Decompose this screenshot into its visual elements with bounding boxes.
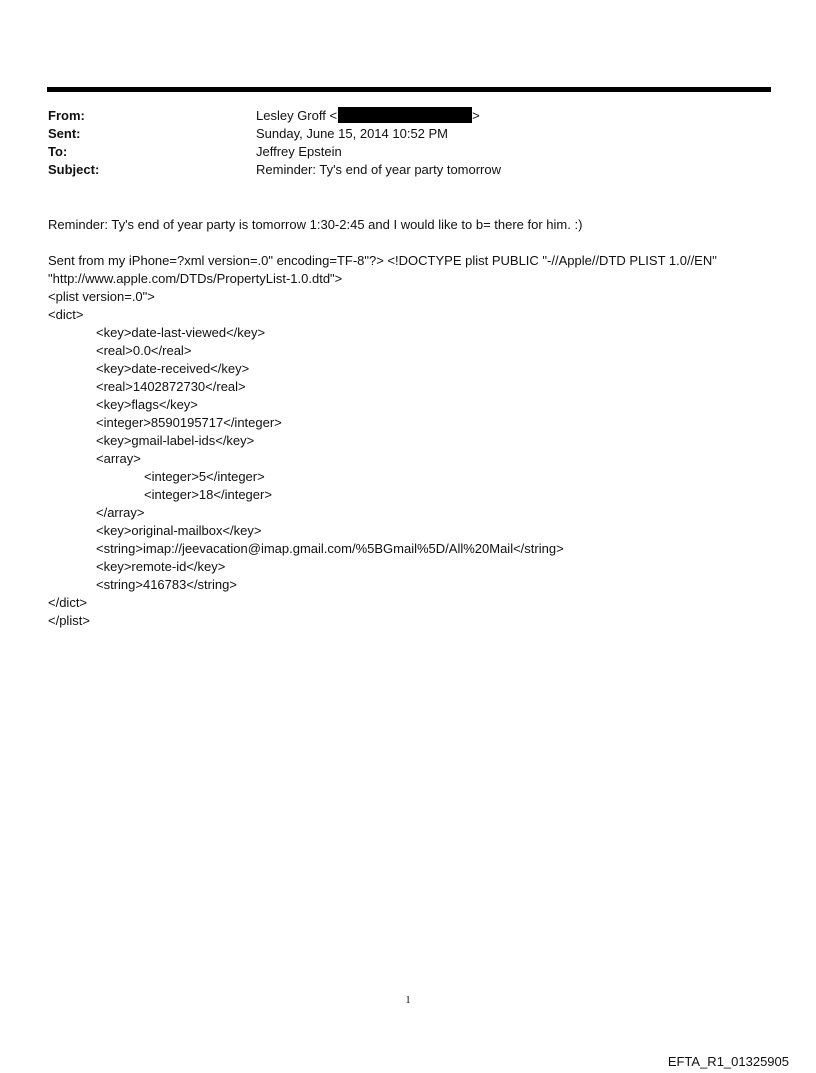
to-label: To:: [48, 144, 68, 159]
plist-line: <integer>8590195717</integer>: [96, 415, 282, 430]
from-value-end: >: [472, 108, 480, 123]
plist-line: <integer>18</integer>: [144, 487, 272, 502]
sent-row: [48, 125, 748, 143]
spacer: [48, 234, 768, 252]
from-label: From:: [48, 108, 85, 123]
sent-value: Sunday, June 15, 2014 10:52 PM: [256, 126, 449, 141]
plist-line: <array>: [96, 451, 141, 466]
plist-line: <real>0.0</real>: [96, 343, 192, 358]
signature-line-2: "http://www.apple.com/DTDs/PropertyList-1.0.dtd">: [48, 271, 343, 286]
plist-line: <key>original-mailbox</key>: [96, 523, 262, 538]
document-id: EFTA_R1_01325905: [667, 1054, 789, 1069]
dict-open: <dict>: [48, 307, 84, 322]
header-divider: [47, 87, 771, 92]
from-value: [256, 107, 480, 125]
plist-line: <string>imap://jeevacation@imap.gmail.com/%5BGmail%5D/All%20Mail</string>: [96, 541, 564, 556]
dict-close: </dict>: [48, 595, 88, 610]
redaction-box: [338, 107, 472, 123]
plist-close: </plist>: [48, 613, 90, 628]
signature-line-1: Sent from my iPhone=?xml version=.0" encoding=TF-8"?> <!DOCTYPE plist PUBLIC "-//Apple//DTD PLIST 1.0//EN": [48, 253, 717, 268]
email-header: [48, 107, 748, 179]
message-text: Reminder: Ty's end of year party is tomorrow 1:30-2:45 and I would like to b= there for him. :): [48, 217, 583, 232]
to-row: [48, 143, 748, 161]
plist-line: <string>416783</string>: [96, 577, 237, 592]
plist-line: <key>date-last-viewed</key>: [96, 325, 266, 340]
plist-line: <key>flags</key>: [96, 397, 198, 412]
plist-line: <key>remote-id</key>: [96, 559, 226, 574]
from-name: Lesley Groff <: [256, 108, 338, 123]
plist-line: <key>gmail-label-ids</key>: [96, 433, 255, 448]
plist-line: <integer>5</integer>: [144, 469, 265, 484]
plist-line: </array>: [96, 505, 145, 520]
subject-value: Reminder: Ty's end of year party tomorrow: [256, 162, 502, 177]
plist-line: <key>date-received</key>: [96, 361, 250, 376]
sent-label: Sent:: [48, 126, 81, 141]
plist-open: <plist version=.0">: [48, 289, 155, 304]
page-number: 1: [405, 994, 411, 1006]
plist-line: <real>1402872730</real>: [96, 379, 246, 394]
from-row: [48, 107, 748, 125]
to-value: Jeffrey Epstein: [256, 144, 342, 159]
subject-row: [48, 161, 748, 179]
subject-label: Subject:: [48, 162, 100, 177]
email-body: [48, 216, 768, 630]
